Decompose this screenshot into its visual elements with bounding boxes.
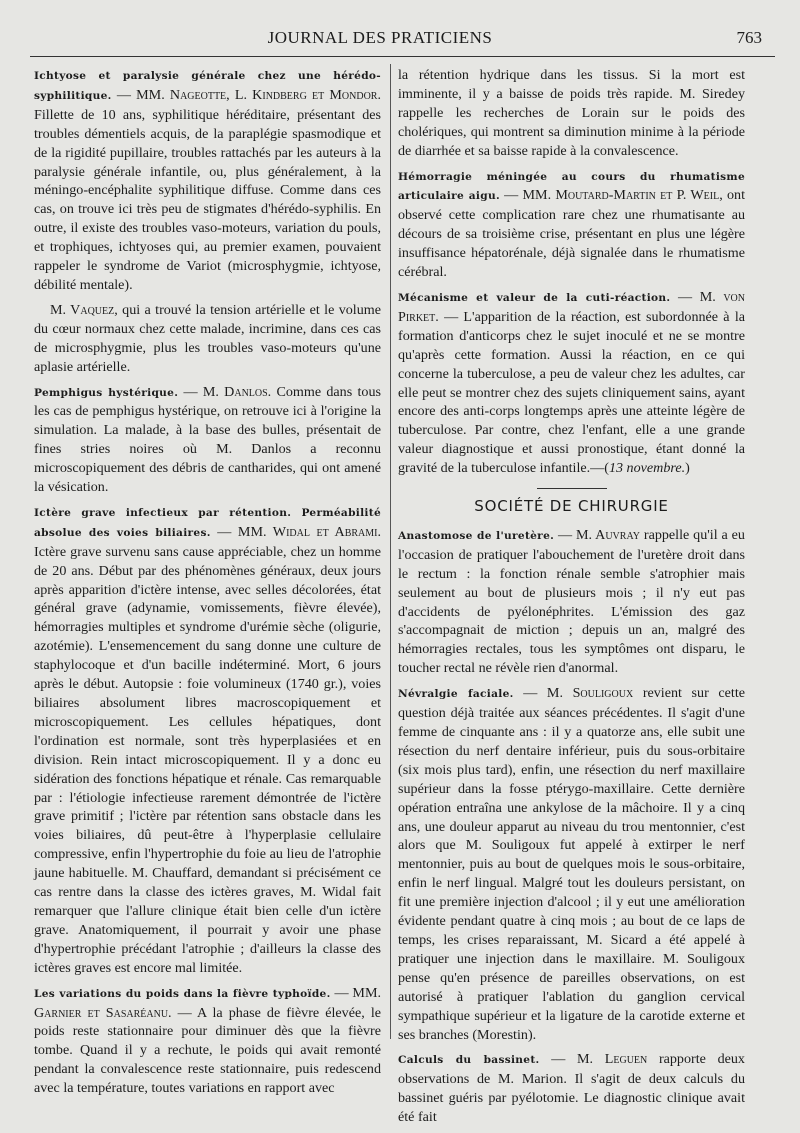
article-text: Comme dans tous les cas de pemphigus hystérique, on retrouve ici à l'origine la simulation. La malade, à la base des bulles, présentait de fines stries noires où M. Danlos a reconnu microscopiquement des débris de cantharides, qui ont amené la vésication. (34, 383, 381, 496)
running-header (0, 28, 800, 52)
article-widal (34, 503, 381, 978)
discussant: M. Vaquez, (50, 301, 118, 318)
article-authors: — M. Auvray (554, 526, 640, 543)
section-separator (537, 488, 607, 489)
page-number: 763 (736, 28, 762, 47)
article-heading: Hémorragie méningée au cours du rhumatisme articulaire aigu. (398, 170, 745, 203)
article-heading: Pemphigus hystérique. (34, 386, 179, 399)
article-text: — L'apparition de la réaction, est subordonnée à la formation d'anticorps chez le sujet inoculé et ne se montre qu'après cette formation. Aussi la réaction, en ce qui concerne la tuberculose, a peu de valeur chez les adultes, car elle peut se montrer chez des sujets cliniquement sains, ayant encore des anti-corps longtemps après une atteinte légère de tuberculose. Par contre, chez l'enfant, elle a une grande valeur diagnostique et aussi pronostique, étant donné la gravité de la tuberculose infantile.—( (398, 308, 745, 477)
journal-title: JOURNAL DES PRATICIENS (267, 28, 493, 47)
article-heading: Ictère grave infectieux par rétention. Perméabilité absolue des voies biliaires. (34, 506, 381, 539)
article-authors: — M. Leguen (539, 1051, 648, 1068)
article-text: rappelle qu'il a eu l'occasion de pratiquer l'abouchement de l'uretère droit dans le rectum : la fonction rénale semble s'atrophier mais seulement au bout de plusieurs mois ; il n'y eut pas d'accidents de pyélonéphrites. L'émission des gaz s'accompagnait de miction ; depuis un an, malgré des hémorragies rectales, tous les symptômes ont disparu, le toucher rectal ne révèle rien d'anormal. (398, 526, 745, 677)
article-text: ont observé cette complication rare chez une rhumatisante au décours de sa troisième crise, présentant en plus une légère insuffisance hépatorénale, déjà signalée dans le rhumatisme cérébral. (398, 187, 745, 281)
article-text: rapporte deux observations de M. Marion. Il s'agit de deux calculs du bassinet guéris par pyélotomie. Le diagnostic clinique avait été fait (398, 1051, 745, 1126)
article-garnier-continued (398, 66, 745, 161)
article-danlos (34, 383, 381, 497)
article-souligoux (398, 684, 745, 1044)
article-heading: Les variations du poids dans la fièvre typhoïde. (34, 987, 331, 1000)
article-garnier (34, 984, 381, 1098)
article-auvray (398, 526, 745, 678)
article-text: Ictère grave survenu sans cause appréciable, chez un homme de 20 ans. Début par des phénomènes généraux, deux jours après apparition d'ictère intense, avec selles décolorées, état général grave (adynamie, vomissements, fièvre élevée), hémorragies multiples et syndrome d'urémie sèche (oligurie, azotémie). L'ensemencement du sang donne une culture de staphylocoque et d'un bacille indéterminé. Mort, 6 jours après le début. Autopsie : foie volumineux (1740 gr.), voies biliaires absolument libres macroscopiquement et microscopiquement. Les cellules hépatiques, dont l'ordination est normale, sont très hyperplasiées et en division. Rein intact microscopiquement. Il y a donc eu sidération des fonctions hépatique et rénale. Cas remarquable par : l'étiologie infectieuse rarement démontrée de l'ictère grave primitif ; l'ictère par rétention sans obstacle dans les voies biliaires, dû peut-être à l'hyperplasie cellulaire compressive, enfin l'hypertrophie du foie au lieu de l'atrophie jaune habituelle. M. Chauffard, demandant si précisément ce cas rentre dans la classe des ictères graves, M. Widal fait remarquer que l'allure clinique était bien celle d'un ictère grave. Anatomiquement, il pourrait y avoir une phase d'hypertrophie précédant l'atrophie ; d'ailleurs la classe des ictères graves est encore mal limitée. (34, 543, 381, 976)
section-title: SOCIÉTÉ DE CHIRURGIE (474, 497, 669, 516)
article-nageotte-discussion (34, 301, 381, 377)
article-authors: — MM. Garnier et Sasaréanu. (34, 984, 382, 1021)
article-authors: — MM. Widal et Abrami. (210, 523, 381, 540)
article-leguen (398, 1050, 745, 1127)
article-heading: Calculs du bassinet. (398, 1054, 540, 1067)
article-text: revient sur cette question déjà traitée aux séances précédentes. Il s'agit d'une femme de cinquante ans : il y a quatorze ans, elle subit une résection du nerf dentaire inférieur, puis du sous-orbitaire (six mois plus tard), enfin, une résection du nerf maxillaire supérieur dans la fosse ptérygo-maxillaire. Cette dernière opération entraîna une ankylose de la mâchoire. Il y a cinq ans, une douleur apparut au niveau du trou mentonnier, c'est alors que M. Souligoux fut appelé à extirper le nerf mentonnier, puis au bout de quelques mois le sous-orbitaire, enfin le nerf lingual. Malgré tout les douleurs persistant, on fit une première injection d'alcool ; il y eut une amélioration évidente pendant quatre à cinq mois ; au bout de ce laps de temps, les crises reparaissant, M. Sicard a été appelé à pratiquer une injection dans le maxillaire. M. Souligoux pense qu'en présence de pareilles observations, on est autorisé à pratiquer l'ablation du ganglion cervical sympathique supérieur et la ligature de la carotide externe et ses branches (Morestin). (398, 685, 745, 1043)
article-nageotte (34, 66, 381, 295)
session-date: 13 novembre. (608, 460, 686, 477)
article-authors: — M. Souligoux (513, 685, 634, 702)
article-text: Fillette de 10 ans, syphilitique héréditaire, présentant des troubles démentiels acquis, de la paraplégie spasmodique et de la rigidité pupillaire, troubles rattachés par les auteurs à la paralysie générale infantile, ou, plus généralement, à la méningo-encéphalite syphilitique diffuse. Comme dans ces cas, on trouve ici très peu de stigmates d'hérédo-syphilis. En outre, il existe des troubles vaso-moteurs, variation du pouls, et trophiques, ichtyoses qui, au premier examen, pouvaient rappeler le syndrome de Variot (microsphygmie, ichtyose, débilité mentale). (34, 106, 381, 293)
left-column (34, 66, 381, 1104)
header-rule (30, 56, 775, 57)
article-heading: Névralgie faciale. (398, 688, 514, 701)
article-authors: — MM. Nageotte, L. Kindberg et Mondor. (111, 86, 381, 103)
article-authors: — MM. Moutard-Martin et P. Weil, (499, 187, 723, 204)
article-moutard-martin (398, 167, 745, 282)
article-von-pirket (398, 288, 745, 478)
closing-paren: ) (685, 460, 690, 477)
article-heading: Ichtyose et paralysie générale chez une hérédo-syphilitique. (34, 70, 381, 102)
article-text: qui a trouvé la tension artérielle et le volume du cœur normaux chez cette malade, incrimine, dans ces cas de microsphygmie, plus les troubles vaso-moteurs qu'une aplasie artérielle. (34, 301, 381, 375)
article-heading: Anastomose de l'uretère. (398, 529, 555, 542)
article-text: — A la phase de fièvre élevée, le poids reste stationnaire pour diminuer dès que la fièvre tombe. Quand il y a rechute, le poids qui avait remonté pendant la convalescence reste stationnaire, puis redescend avec la température, toutes variations en rapport avec (34, 1004, 381, 1097)
article-authors: — M. Danlos. (178, 383, 272, 400)
right-column (398, 66, 745, 1133)
article-text: la rétention hydrique dans les tissus. Si la mort est imminente, il y a baisse de poids très rapide. M. Siredey rappelle les recherches de Lorain sur le poids des cholériques, qui montrent sa diminution minime à la période de diarrhée et sa baisse rapide à la convalescence. (398, 67, 745, 159)
article-heading: Mécanisme et valeur de la cuti-réaction. (398, 291, 671, 304)
article-authors: — M. von Pirket. (398, 288, 746, 325)
column-divider (390, 64, 391, 1039)
